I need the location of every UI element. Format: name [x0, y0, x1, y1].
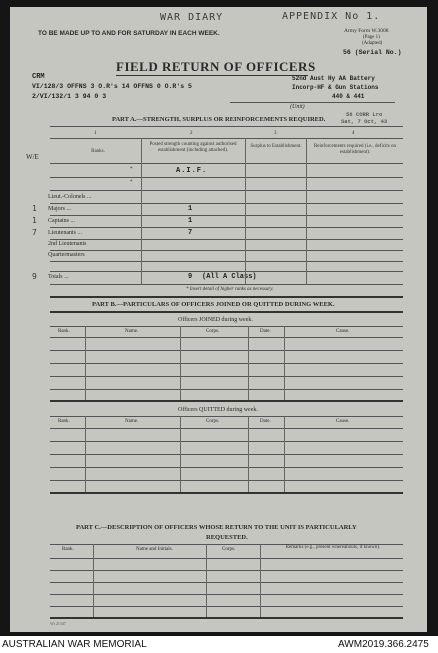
part-a-top-rule: [50, 126, 403, 127]
quitted-header-rule: [50, 428, 403, 429]
handwritten-title: WAR DIARY: [160, 12, 224, 23]
page-indicator: (Page 1): [363, 35, 380, 40]
reference-line-2: VI/128/3 OFFNS 3 O.R's 14 OFFNS 0 O.R's 5: [32, 83, 192, 90]
quitted-col-divider-2: [180, 416, 181, 492]
title-underline: [116, 75, 308, 76]
joined-row-rule-2: [50, 363, 403, 364]
joined-col-cause: Cause.: [336, 329, 350, 334]
serial-number: 56 (Serial No.): [343, 49, 402, 56]
quitted-row-rule-1: [50, 441, 403, 442]
quitted-col-divider-3: [248, 416, 249, 492]
totals-label: Totals ...: [48, 274, 69, 280]
col-num-rule: [50, 138, 403, 139]
part-b-title-rule: [50, 311, 403, 313]
joined-col-divider-2: [180, 326, 181, 400]
totals-value: 9: [188, 273, 193, 281]
mark-totals: 9: [32, 272, 38, 281]
rank-quartermasters: Quartermasters: [48, 252, 85, 258]
part-c-col-rank: Rank.: [62, 547, 74, 552]
unit-line-3: 440 & 441: [332, 93, 365, 100]
col-header-surplus: Surplus to Establishment.: [250, 144, 302, 149]
joined-title: Officers JOINED during week.: [178, 317, 253, 323]
rank-majors: Majors ...: [48, 206, 71, 212]
joined-row-rule-1: [50, 350, 403, 351]
totals-rule: [50, 284, 403, 285]
col-header-posted: Posted strength counting against authorised establishment (including attached).: [149, 142, 237, 153]
row-rule-0: [50, 177, 403, 178]
quitted-col-date: Date.: [260, 419, 271, 424]
quitted-row-rule-2: [50, 454, 403, 455]
col-header-reinforcements: Reinforcements required (i.e., deficits on establishment).: [313, 144, 397, 155]
quitted-col-rank: Rank.: [58, 419, 70, 424]
instruction-text: TO BE MADE UP TO AND FOR SATURDAY IN EACH WEEK.: [38, 30, 220, 37]
joined-header-rule: [50, 337, 403, 338]
col-num-1: 1: [94, 131, 97, 136]
quitted-col-divider-1: [85, 416, 86, 492]
part-c-row-rule-3: [50, 594, 403, 595]
joined-col-divider-4: [284, 326, 285, 400]
quitted-header-top-rule: [50, 416, 403, 417]
mark-majors: 1: [32, 204, 38, 213]
document-page: [10, 7, 427, 632]
unit-label: (Unit): [290, 104, 305, 110]
part-c-title-line-2: REQUESTED.: [206, 534, 248, 541]
caption-bar: [0, 638, 438, 653]
print-code: Wt 21347: [50, 621, 66, 626]
quitted-col-cause: Cause.: [336, 419, 350, 424]
caption-institution: AUSTRALIAN WAR MEMORIAL: [2, 639, 147, 650]
part-a-col-divider-1: [141, 138, 142, 284]
quitted-col-name: Name.: [125, 419, 139, 424]
category-aif: A.I.F.: [176, 167, 208, 175]
unit-line-2: Incorp-HF & Gun Stations: [292, 84, 379, 91]
joined-row-rule-3: [50, 376, 403, 377]
col-header-ranks: Ranks.: [91, 149, 105, 154]
joined-col-divider-3: [248, 326, 249, 400]
part-c-col-remarks: Remarks (e.g., present whereabouts, if known).: [285, 545, 381, 550]
reference-line-3: 2/VI/132/1 3 94 0 3: [32, 93, 107, 100]
reference-line-1: CRM: [32, 73, 45, 81]
unit-underline: [230, 102, 395, 103]
posted-lieutenants: 7: [188, 229, 193, 237]
mark-captains: 1: [32, 216, 38, 225]
form-title: FIELD RETURN OF OFFICERS: [116, 59, 316, 74]
part-c-row-rule-2: [50, 582, 403, 583]
part-c-title-line-1: PART C.—DESCRIPTION OF OFFICERS WHOSE RETURN TO THE UNIT IS PARTICULARLY: [76, 524, 357, 531]
part-c-col-divider-3: [260, 544, 261, 617]
asterisk-2: *: [130, 180, 133, 185]
quitted-col-divider-4: [284, 416, 285, 492]
row-rule-7: [50, 261, 403, 262]
row-rule-4: [50, 227, 403, 228]
handwritten-appendix: APPENDIX No 1.: [282, 11, 381, 22]
joined-row-rule-4: [50, 389, 403, 390]
totals-note: (All A Class): [202, 273, 257, 281]
row-rule-6: [50, 250, 403, 251]
side-mark-we: W/E: [26, 153, 39, 161]
part-b-top-rule: [50, 296, 403, 298]
col-num-4: 4: [352, 131, 355, 136]
quitted-row-rule-3: [50, 467, 403, 468]
row-rule-8: [50, 271, 403, 272]
row-rule-1: [50, 190, 403, 191]
joined-col-name: Name.: [125, 329, 139, 334]
row-rule-2: [50, 203, 403, 204]
joined-col-date: Date.: [260, 329, 271, 334]
joined-col-corps: Corps.: [206, 329, 220, 334]
part-c-col-divider-2: [206, 544, 207, 617]
part-a-footnote: * Insert detail of higher ranks as necessary.: [186, 287, 274, 292]
unit-line-1: 52nd Aust Hy AA Battery: [292, 75, 375, 82]
mark-lieutenants: 7: [32, 228, 38, 237]
part-c-col-corps: Corps.: [222, 547, 236, 552]
joined-col-rank: Rank.: [58, 329, 70, 334]
quitted-col-corps: Corps.: [206, 419, 220, 424]
col-num-2: 2: [190, 131, 193, 136]
adapted-note: (Adapted): [362, 41, 383, 46]
asterisk-1: *: [130, 167, 133, 172]
part-c-col-divider-1: [93, 544, 94, 617]
part-c-row-rule-1: [50, 570, 403, 571]
row-rule-5: [50, 239, 403, 240]
rank-lieutenants: Lieutenants ...: [48, 230, 82, 236]
part-b-title: PART B.—PARTICULARS OF OFFICERS JOINED OR QUITTED DURING WEEK.: [92, 301, 335, 308]
col-num-3: 3: [274, 131, 277, 136]
part-c-col-name: Name and Initials.: [136, 547, 173, 552]
part-c-bottom-rule: [50, 617, 403, 619]
rank-lieut-colonels: Lieut.-Colonels ...: [48, 194, 92, 200]
part-c-row-rule-4: [50, 606, 403, 607]
part-a-title: PART A.—STRENGTH, SURPLUS OR REINFORCEMENTS REQUIRED.: [112, 116, 326, 123]
header-bottom-rule: [50, 163, 403, 164]
quitted-title: Officers QUITTED during week.: [178, 407, 258, 413]
posted-majors: 1: [188, 205, 193, 213]
unit-line-4: 56 CORR Lro: [346, 111, 383, 118]
joined-header-top-rule: [50, 326, 403, 327]
joined-col-divider-1: [85, 326, 86, 400]
part-a-col-divider-3: [306, 138, 307, 284]
quitted-bottom-rule: [50, 492, 403, 494]
army-form-number: Army Form W.3008: [344, 28, 389, 34]
joined-bottom-rule: [50, 400, 403, 402]
date-line: Sat, 7 Oct, 43: [341, 118, 388, 125]
row-rule-3: [50, 215, 403, 216]
rank-2nd-lieutenants: 2nd Lieutenants: [48, 241, 87, 247]
quitted-row-rule-4: [50, 480, 403, 481]
part-c-header-rule: [50, 558, 403, 559]
rank-captains: Captains ...: [48, 218, 75, 224]
part-a-col-divider-2: [245, 138, 246, 284]
posted-captains: 1: [188, 217, 193, 225]
caption-accession-number: AWM2019.366.2475: [338, 639, 429, 650]
